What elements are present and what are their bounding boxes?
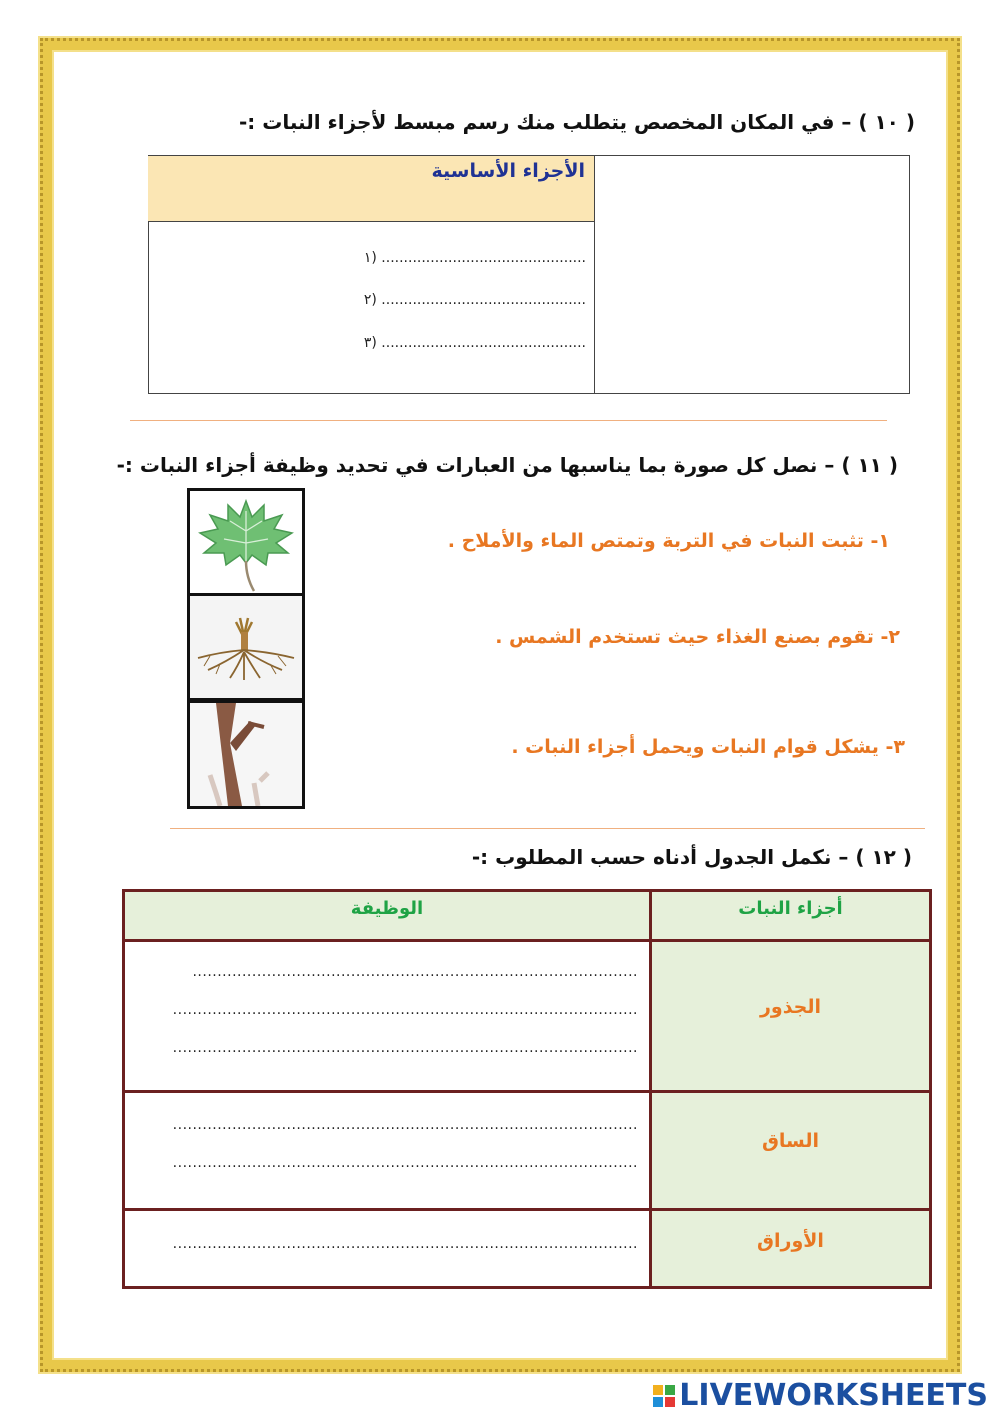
part-stem: الساق	[761, 1130, 820, 1152]
column-header-function: الوظيفة	[350, 898, 424, 919]
roots-answer-line-3[interactable]: ..............................................................................................	[172, 1040, 638, 1056]
liveworksheets-icon	[653, 1385, 675, 1407]
question-11-heading: ( ١١ ) – نصل كل صورة بما يناسبها من العبارات في تحديد وظيفة أجزاء النبات :-	[116, 453, 898, 477]
stem-answer-line-1[interactable]: ..............................................................................................	[172, 1117, 638, 1133]
table-row-divider-1	[122, 1090, 932, 1093]
roots-icon	[190, 596, 302, 698]
leaf-icon	[190, 491, 302, 593]
section-divider-2	[170, 828, 925, 829]
stem-answer-line-2[interactable]: ..............................................................................................	[172, 1155, 638, 1171]
statement-2[interactable]: ٢- تقوم بصنع الغذاء حيث تستخدم الشمس .	[495, 626, 900, 648]
basic-part-line-1[interactable]: ١) ..............................................	[363, 250, 586, 266]
roots-image[interactable]	[187, 593, 305, 701]
statement-3[interactable]: ٣- يشكل قوام النبات ويحمل أجزاء النبات .	[511, 736, 905, 758]
roots-answer-line-1[interactable]: ..........................................................................................	[192, 964, 638, 980]
table-header-divider	[122, 939, 932, 942]
leaf-image[interactable]	[187, 488, 305, 596]
stem-image[interactable]	[187, 700, 305, 809]
drawing-canvas[interactable]	[595, 156, 909, 393]
question-10-heading: ( ١٠ ) – في المكان المخصص يتطلب منك رسم مبسط لأجزاء النبات :-	[239, 110, 915, 134]
section-divider-1	[130, 420, 887, 421]
table-column-divider	[649, 889, 652, 1289]
table-row-divider-2	[122, 1208, 932, 1211]
question-12-heading: ( ١٢ ) – نكمل الجدول أدناه حسب المطلوب :-	[471, 845, 912, 869]
column-header-parts: أجزاء النبات	[738, 898, 843, 919]
brand-text: LIVEWORKSHEETS	[679, 1378, 988, 1413]
roots-answer-line-2[interactable]: ..............................................................................................	[172, 1002, 638, 1018]
leaves-answer-line-1[interactable]: ..............................................................................................	[172, 1236, 638, 1252]
stem-icon	[190, 703, 302, 806]
basic-parts-title: الأجزاء الأساسية	[431, 160, 585, 182]
basic-part-line-3[interactable]: ٣) ..............................................	[363, 335, 586, 351]
part-roots: الجذور	[759, 996, 822, 1018]
part-leaves: الأوراق	[757, 1230, 824, 1252]
basic-part-line-2[interactable]: ٢) ..............................................	[363, 292, 586, 308]
liveworksheets-logo	[653, 1378, 988, 1413]
statement-1[interactable]: ١- تثبت النبات في التربة وتمتص الماء والأملاح .	[447, 530, 890, 552]
